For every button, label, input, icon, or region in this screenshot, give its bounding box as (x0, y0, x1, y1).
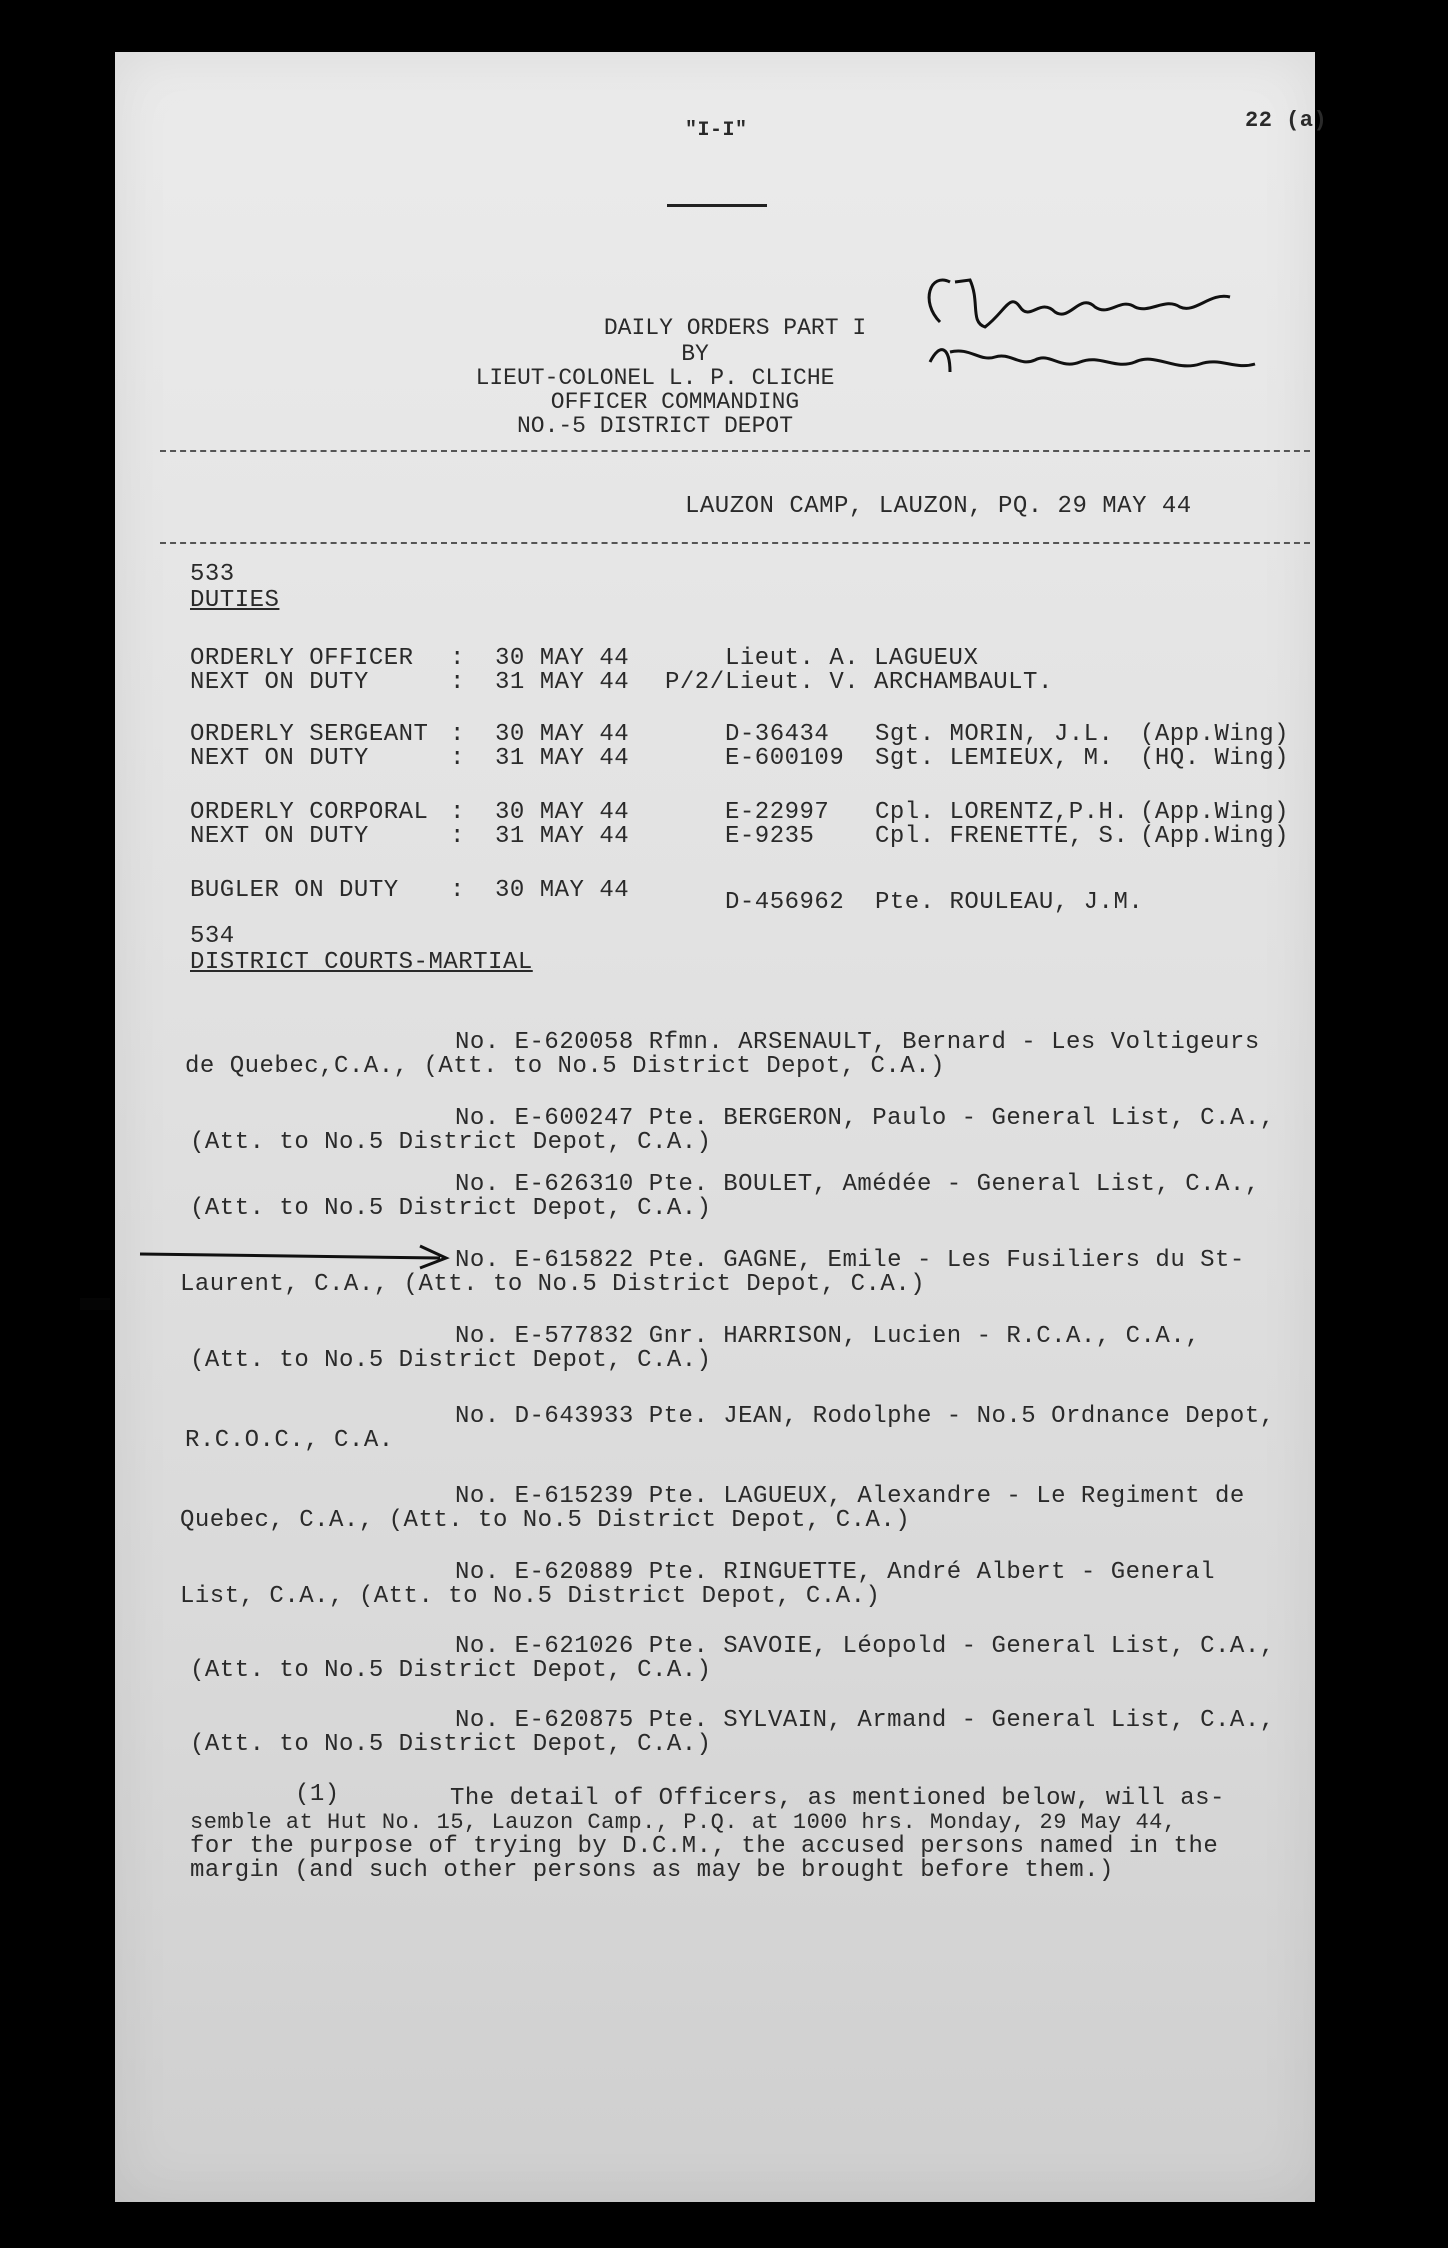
accused-line-1: No. E-577832 Gnr. HARRISON, Lucien - R.C.A., C.A., (455, 1323, 1201, 1350)
accused-line-2: List, C.A., (Att. to No.5 District Depot, C.A.) (180, 1583, 881, 1610)
section-number: 533 (190, 561, 235, 588)
document-page (115, 52, 1328, 2202)
duty-date: 30 MAY 44 (495, 877, 630, 904)
duty-colon: : (450, 745, 465, 772)
accused-line-1: No. E-626310 Pte. BOULET, Amédée - General List, C.A., (455, 1171, 1260, 1198)
section-title: DISTRICT COURTS-MARTIAL (190, 949, 533, 976)
edge-mark (80, 1298, 110, 1310)
accused-line-1: No. E-620875 Pte. SYLVAIN, Armand - General List, C.A., (455, 1707, 1275, 1734)
page-number: 22 (a) (1245, 108, 1328, 133)
place-date: LAUZON CAMP, LAUZON, PQ. 29 MAY 44 (685, 493, 1192, 520)
duty-unit: (HQ. Wing) (1140, 745, 1290, 772)
margin-arrow (140, 1242, 460, 1272)
duty-role: ORDERLY SERGEANT (190, 721, 429, 748)
accused-line-1: No. E-615239 Pte. LAGUEUX, Alexandre - Le Regiment de (455, 1483, 1245, 1510)
heading-line-1: DAILY ORDERS PART I (603, 315, 867, 341)
accused-line-1: No. D-643933 Pte. JEAN, Rodolphe - No.5 Ordnance Depot, (455, 1403, 1275, 1430)
duty-role: ORDERLY CORPORAL (190, 799, 429, 826)
signature-text: C.A. Paquette (910, 239, 1035, 257)
duty-date: 30 MAY 44 (495, 799, 630, 826)
accused-line-2: R.C.O.C., C.A. (185, 1427, 394, 1454)
section-number: 534 (190, 923, 235, 950)
duty-number: E-9235 (725, 823, 815, 850)
duty-name: Sgt. MORIN, J.L. (875, 721, 1114, 748)
duty-role: NEXT ON DUTY (190, 745, 369, 772)
accused-line-2: Quebec, C.A., (Att. to No.5 District Depot, C.A.) (180, 1507, 911, 1534)
duty-role: NEXT ON DUTY (190, 669, 369, 696)
duty-name: Lieut. V. ARCHAMBAULT. (725, 669, 1053, 696)
duty-number: E-600109 (725, 745, 845, 772)
accused-line-1: No. E-620889 Pte. RINGUETTE, André Albert - General (455, 1559, 1216, 1586)
duty-name: Sgt. LEMIEUX, M. (875, 745, 1114, 772)
paragraph-line: margin (and such other persons as may be brought before them.) (190, 1857, 1114, 1884)
paragraph-number: (1) (295, 1781, 340, 1808)
duty-number: D-36434 (725, 721, 830, 748)
accused-line-1: No. E-620058 Rfmn. ARSENAULT, Bernard - Les Voltigeurs (455, 1029, 1260, 1056)
duty-unit: (App.Wing) (1140, 823, 1290, 850)
paragraph-line: semble at Hut No. 15, Lauzon Camp., P.Q. at 1000 hrs. Monday, 29 May 44, (190, 1810, 1177, 1835)
duty-colon: : (450, 721, 465, 748)
duty-colon: : (450, 645, 465, 672)
accused-line-1: No. E-600247 Pte. BERGERON, Paulo - General List, C.A., (455, 1105, 1275, 1132)
accused-line-2: (Att. to No.5 District Depot, C.A.) (190, 1347, 712, 1374)
duty-colon: : (450, 823, 465, 850)
signature (910, 239, 1290, 412)
duty-role: ORDERLY OFFICER (190, 645, 414, 672)
duty-date: 30 MAY 44 (495, 721, 630, 748)
duty-colon: : (450, 799, 465, 826)
duty-number: D-456962 (725, 889, 845, 916)
duty-role: BUGLER ON DUTY (190, 877, 399, 904)
duty-unit: (App.Wing) (1140, 721, 1290, 748)
duty-date: 31 MAY 44 (495, 745, 630, 772)
duty-unit: (App.Wing) (1140, 799, 1290, 826)
accused-line-2: (Att. to No.5 District Depot, C.A.) (190, 1731, 712, 1758)
duty-colon: : (450, 877, 465, 904)
heading-line-5: NO.-5 DISTRICT DEPOT (516, 413, 794, 439)
duty-date: 31 MAY 44 (495, 669, 630, 696)
duty-number: E-22997 (725, 799, 830, 826)
header-rule (667, 204, 767, 207)
accused-line-1: No. E-621026 Pte. SAVOIE, Léopold - General List, C.A., (455, 1633, 1275, 1660)
duty-date: 30 MAY 44 (495, 645, 630, 672)
paragraph-line: for the purpose of trying by D.C.M., the accused persons named in the (190, 1833, 1219, 1860)
duty-name: Lieut. A. LAGUEUX (725, 645, 979, 672)
accused-line-2: (Att. to No.5 District Depot, C.A.) (190, 1129, 712, 1156)
heading-line-3: LIEUT-COLONEL L. P. CLICHE (475, 365, 835, 391)
accused-line-2: (Att. to No.5 District Depot, C.A.) (190, 1195, 712, 1222)
duty-name: Cpl. LORENTZ,P.H. (875, 799, 1129, 826)
dashed-divider (160, 542, 1310, 544)
duty-number: P/2/ (665, 669, 725, 696)
section-title: DUTIES (190, 587, 280, 614)
duty-name: Pte. ROULEAU, J.M. (875, 889, 1144, 916)
heading-line-4: OFFICER COMMANDING (550, 389, 800, 415)
accused-line-2: de Quebec,C.A., (Att. to No.5 District Depot, C.A.) (185, 1053, 946, 1080)
paragraph-line: The detail of Officers, as mentioned below, will as- (450, 1785, 1225, 1812)
duty-name: Cpl. FRENETTE, S. (875, 823, 1129, 850)
accused-line-1: No. E-615822 Pte. GAGNE, Emile - Les Fusiliers du St- (455, 1247, 1245, 1274)
page-mark-top-center: "I-I" (685, 119, 748, 142)
duty-role: NEXT ON DUTY (190, 823, 369, 850)
accused-line-2: Laurent, C.A., (Att. to No.5 District Depot, C.A.) (180, 1271, 926, 1298)
dashed-divider (160, 450, 1310, 452)
heading-line-2: BY (681, 341, 709, 367)
duty-colon: : (450, 669, 465, 696)
duty-date: 31 MAY 44 (495, 823, 630, 850)
accused-line-2: (Att. to No.5 District Depot, C.A.) (190, 1657, 712, 1684)
